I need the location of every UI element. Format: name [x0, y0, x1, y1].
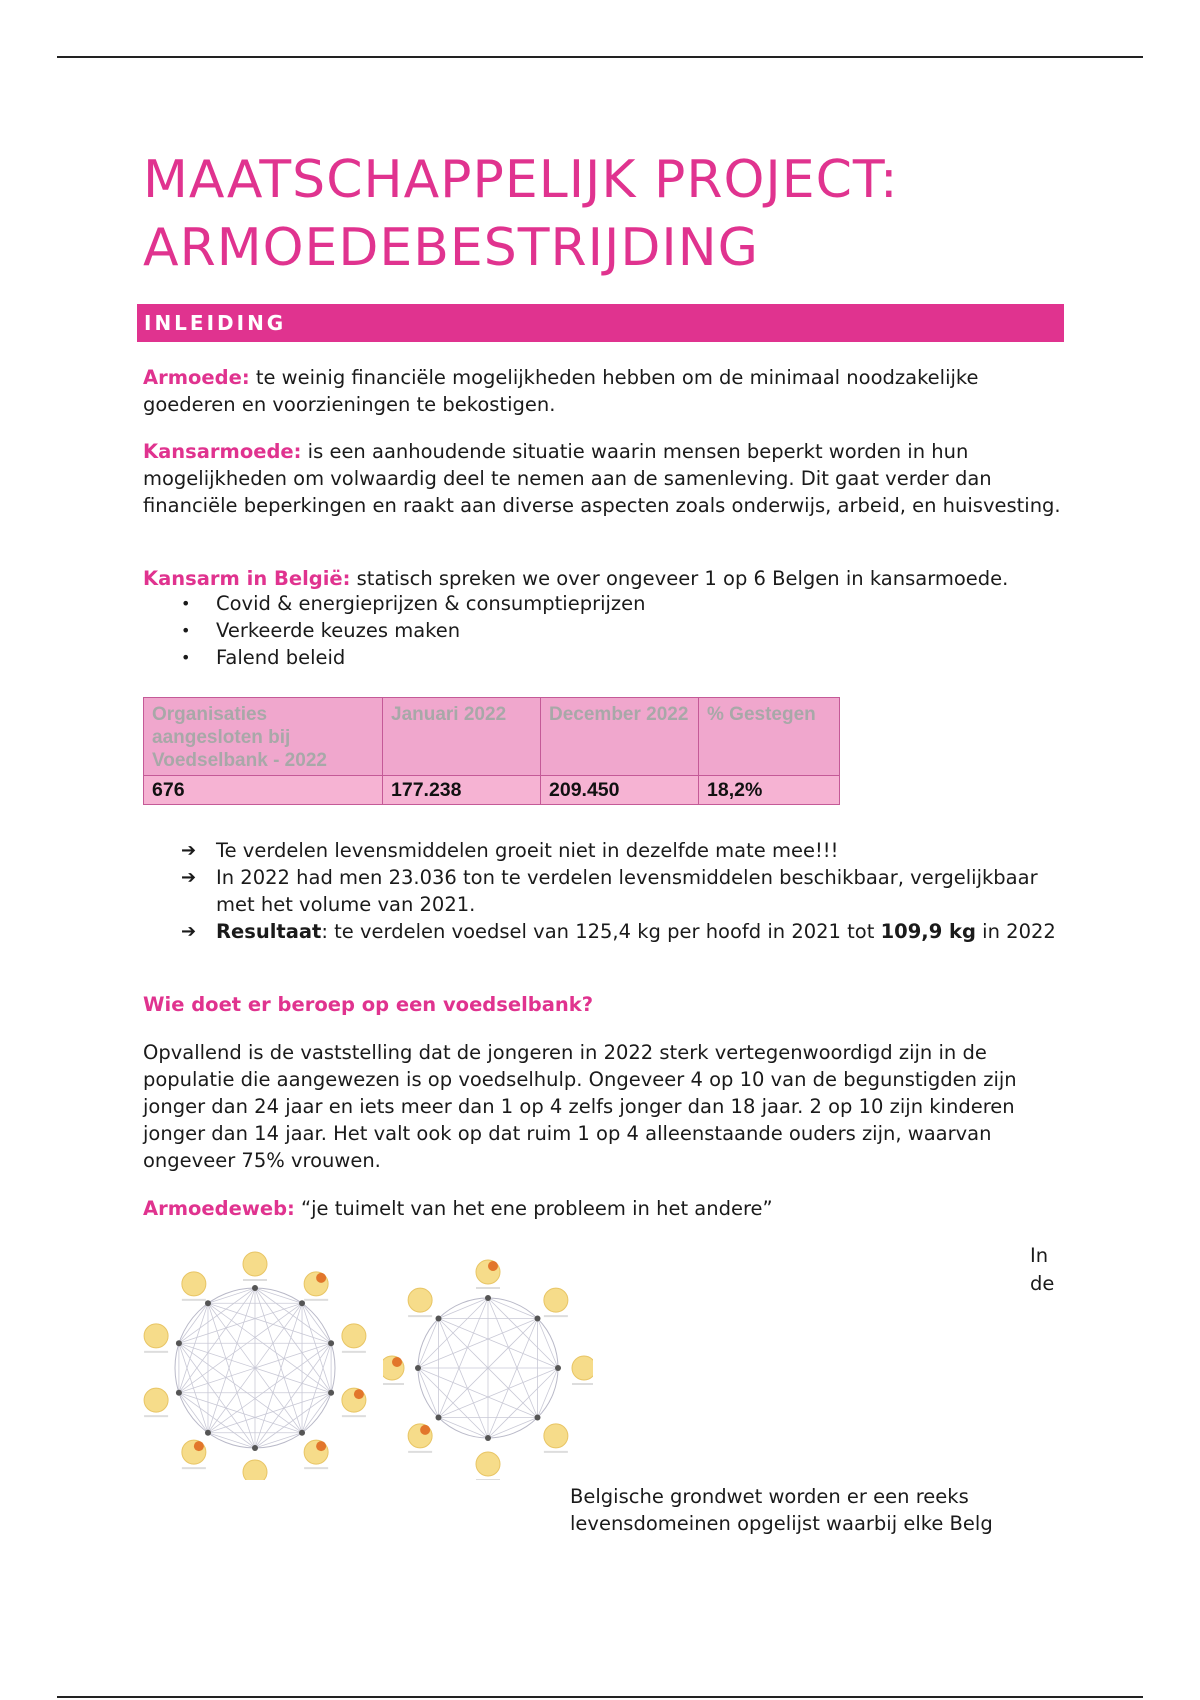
web-node — [534, 1316, 540, 1322]
table-cell: 177.238 — [383, 776, 541, 805]
page-title: MAATSCHAPPELIJK PROJECT: ARMOEDEBESTRIJDING — [143, 150, 899, 278]
definition-kansarm-belgie — [143, 565, 1063, 592]
armoedeweb-quote: “je tuimelt van het ene probleem in het andere” — [294, 1197, 773, 1220]
arrow-right-icon: ➔ — [181, 867, 197, 888]
emoji-face-icon — [144, 1388, 168, 1412]
result-value: 109,9 kg — [880, 920, 976, 943]
list-item — [143, 837, 1063, 864]
web-link — [255, 1288, 331, 1393]
arrow-point-text: Te verdelen levensmiddelen groeit niet in dezelfde mate mee!!! — [216, 839, 839, 862]
definition-text: statisch spreken we over ongeveer 1 op 6 Belgen in kansarmoede. — [350, 567, 1009, 590]
emoji-face-icon — [408, 1288, 432, 1312]
table-header-cell: Januari 2022 — [383, 698, 541, 776]
web-link — [488, 1319, 537, 1438]
accent-icon — [194, 1441, 204, 1451]
emoji-face-icon — [544, 1424, 568, 1448]
web-link — [179, 1303, 302, 1343]
caption-mark — [476, 1479, 500, 1480]
accent-icon — [488, 1261, 498, 1271]
web-link — [208, 1303, 255, 1448]
caption-mark — [408, 1315, 432, 1317]
caption-mark — [304, 1467, 328, 1469]
accent-icon — [420, 1425, 430, 1435]
emoji-face-icon — [572, 1356, 593, 1380]
emoji-face-icon — [243, 1252, 267, 1276]
caption-mark — [544, 1451, 568, 1453]
table-cell: 676 — [144, 776, 383, 805]
web-link — [439, 1298, 488, 1417]
accent-icon — [316, 1273, 326, 1283]
emoji-face-icon — [544, 1288, 568, 1312]
emoji-face-icon — [144, 1324, 168, 1348]
caption-mark — [182, 1299, 206, 1301]
caption-mark — [544, 1315, 568, 1317]
web-link — [179, 1343, 255, 1448]
web-diagram — [383, 1260, 593, 1480]
list-item — [143, 918, 1063, 945]
web-link — [208, 1303, 331, 1392]
caption-mark — [342, 1351, 366, 1353]
section-label: INLEIDING — [144, 311, 287, 335]
web-node — [205, 1430, 211, 1436]
web-node — [252, 1445, 258, 1451]
list-item: • Falend beleid — [143, 644, 646, 671]
caption-mark — [304, 1299, 328, 1301]
definition-text: te weinig financiële mogelijkheden hebben om de minimaal noodzakelijke goederen en voorzieningen te bekostigen. — [143, 366, 979, 416]
accent-icon — [316, 1441, 326, 1451]
emoji-face-icon — [342, 1324, 366, 1348]
web-link — [418, 1368, 537, 1417]
web-link — [179, 1303, 208, 1343]
definition-term: Armoede: — [143, 366, 250, 389]
web-node — [299, 1300, 305, 1306]
caption-mark — [408, 1451, 432, 1453]
web-node — [176, 1390, 182, 1396]
web-node — [176, 1340, 182, 1346]
side-text — [1030, 1242, 1054, 1298]
accent-icon — [392, 1357, 402, 1367]
web-link — [439, 1319, 558, 1368]
web-link — [179, 1343, 302, 1432]
emoji-face-icon — [476, 1452, 500, 1476]
table-header-cell: December 2022 — [541, 698, 699, 776]
definition-term: Kansarmoede: — [143, 440, 302, 463]
web-link — [208, 1393, 331, 1433]
web-node — [436, 1414, 442, 1420]
list-item — [143, 864, 1063, 918]
web-node — [205, 1300, 211, 1306]
web-link — [418, 1319, 537, 1368]
web-node — [328, 1340, 334, 1346]
arrow-right-icon: ➔ — [181, 840, 197, 861]
caption-mark — [144, 1415, 168, 1417]
subheading-voedselbank: Wie doet er beroep op een voedselbank? — [143, 993, 594, 1016]
web-diagram — [144, 1252, 366, 1480]
caption-mark — [383, 1383, 404, 1385]
web-node — [415, 1365, 421, 1371]
table-row — [144, 776, 840, 805]
web-link — [439, 1319, 488, 1438]
caption-mark — [476, 1287, 500, 1289]
web-node — [299, 1430, 305, 1436]
arrow-point-text: In 2022 had men 23.036 ton te verdelen levensmiddelen beschikbaar, vergelijkbaar met het volume van 2021. — [216, 866, 1038, 916]
caption-mark — [572, 1383, 593, 1385]
web-link — [255, 1433, 302, 1448]
caption-mark — [243, 1279, 267, 1281]
web-link — [179, 1393, 208, 1433]
web-node — [485, 1295, 491, 1301]
table-cell: 209.450 — [541, 776, 699, 805]
web-node — [328, 1390, 334, 1396]
web-node — [252, 1285, 258, 1291]
armoedeweb-line — [143, 1195, 1063, 1222]
side-text-line: de — [1030, 1272, 1055, 1295]
web-link — [255, 1288, 302, 1303]
arrow-point-text: : te verdelen voedsel van 125,4 kg per hoofd in 2021 tot — [321, 920, 881, 943]
web-node — [555, 1365, 561, 1371]
list-item: • Verkeerde keuzes maken — [143, 617, 646, 644]
section-header-inleiding — [137, 304, 1064, 342]
definition-armoede — [143, 364, 1063, 418]
table-header-row — [144, 698, 840, 776]
web-link — [208, 1288, 255, 1303]
web-link — [179, 1288, 255, 1393]
caption-mark — [182, 1467, 206, 1469]
web-link — [302, 1303, 331, 1343]
bottom-rule — [57, 1696, 1143, 1698]
web-link — [488, 1298, 537, 1417]
armoedeweb-figure-right — [383, 1250, 593, 1480]
body-paragraph: Opvallend is de vaststelling dat de jongeren in 2022 sterk vertegenwoordigd zijn in de populatie die aangewezen is op voedselhulp. Ongeveer 4 op 10 van de begunstigden zijn jonger dan 24 jaar en iets meer dan 1 op 4 zelfs jonger dan 18 jaar. 2 op 10 zijn kinderen jonger dan 14 jaar. Het valt ook op dat ruim 1 op 4 alleenstaande ouders zijn, waarvan ongeveer 75% vrouwen. — [143, 1041, 1017, 1172]
web-link — [208, 1433, 255, 1448]
web-node — [436, 1316, 442, 1322]
arrow-points-list — [143, 837, 1063, 945]
definition-kansarmoede — [143, 438, 1063, 519]
result-label: Resultaat — [216, 920, 322, 943]
armoedeweb-figure-left — [140, 1250, 370, 1480]
caption-mark — [342, 1415, 366, 1417]
arrow-point-text: in 2022 — [975, 920, 1056, 943]
emoji-face-icon — [243, 1460, 267, 1480]
web-node — [485, 1435, 491, 1441]
table-header-cell: Organisaties aangesloten bij Voedselbank - 2022 — [144, 698, 383, 776]
web-link — [439, 1368, 558, 1417]
web-link — [208, 1303, 331, 1343]
armoedeweb-term: Armoedeweb: — [143, 1197, 295, 1220]
arrow-right-icon: ➔ — [181, 921, 197, 942]
causes-list — [143, 590, 646, 671]
web-link — [179, 1393, 302, 1433]
accent-icon — [354, 1389, 364, 1399]
side-text-line: In — [1030, 1244, 1049, 1267]
web-link — [302, 1393, 331, 1433]
voedselbank-table — [143, 697, 840, 805]
emoji-face-icon — [182, 1272, 206, 1296]
web-link — [255, 1343, 331, 1448]
table-cell: 18,2% — [699, 776, 840, 805]
list-item: • Covid & energieprijzen & consumptieprijzen — [143, 590, 646, 617]
web-link — [179, 1393, 255, 1448]
definition-term: Kansarm in België: — [143, 567, 351, 590]
definition-text: is een aanhoudende situatie waarin mensen beperkt worden in hun mogelijkheden om volwaardig deel te nemen aan de samenleving. Dit gaat verder dan financiële beperkingen en raakt aan diverse aspecten zoals onderwijs, arbeid, en huisvesting. — [143, 440, 1061, 517]
table-header-cell: % Gestegen — [699, 698, 840, 776]
top-rule — [57, 56, 1143, 58]
web-node — [534, 1414, 540, 1420]
caption-mark — [144, 1351, 168, 1353]
bottom-paragraph: Belgische grondwet worden er een reeks levensdomeinen opgelijst waarbij elke Belg — [570, 1485, 993, 1535]
